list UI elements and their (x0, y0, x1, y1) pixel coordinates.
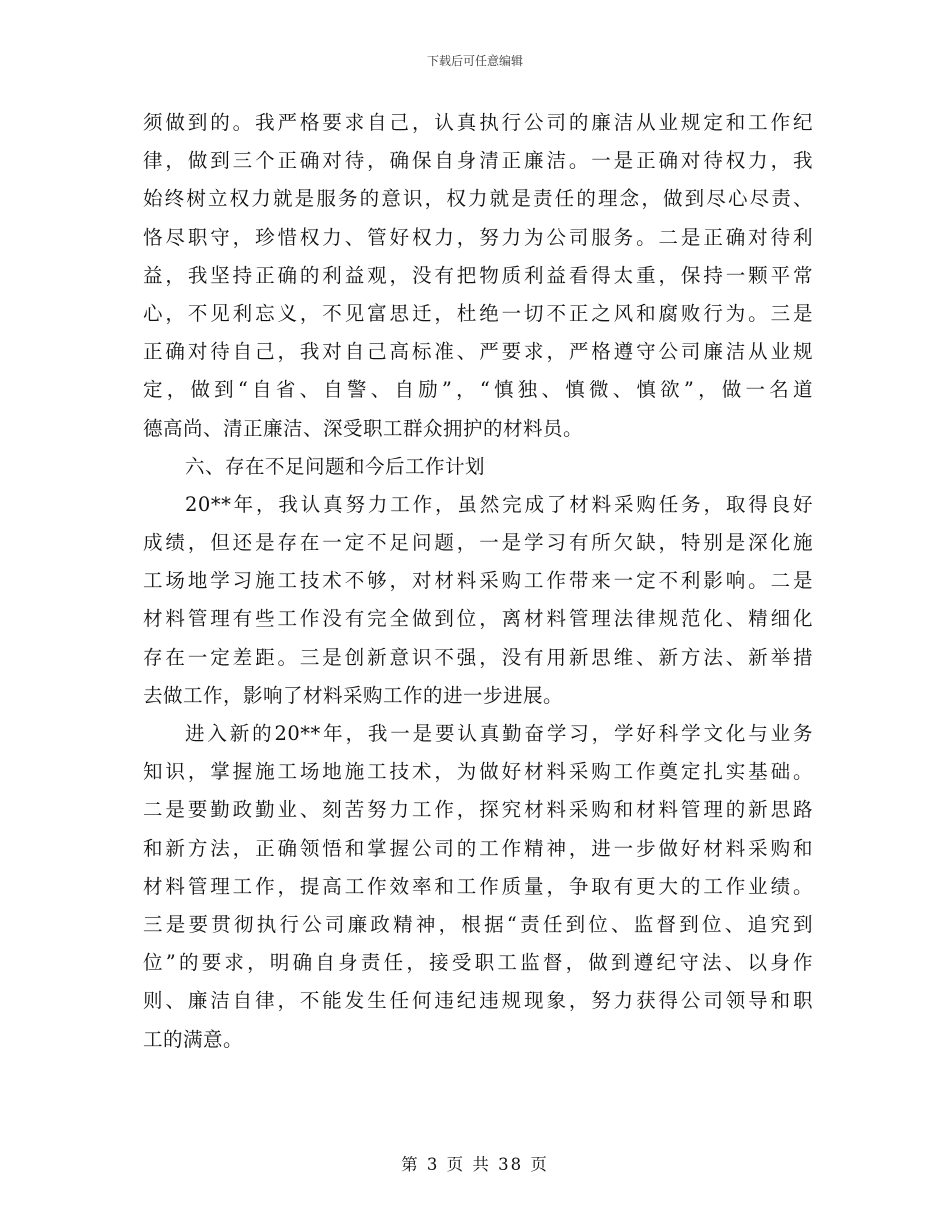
document-body (143, 104, 813, 1059)
body-line: 去做工作，影响了材料采购工作的进一步进展。 (143, 683, 564, 707)
body-line: 益，我坚持正确的利益观，没有把物质利益看得太重，保持一颗平常 (143, 263, 813, 287)
section-heading: 六、存在不足问题和今后工作计划 (185, 454, 486, 478)
body-line: 律，做到三个正确对待，确保自身清正廉洁。一是正确对待权力，我 (143, 149, 813, 173)
body-line: 须做到的。我严格要求自己，认真执行公司的廉洁从业规定和工作纪 (143, 111, 813, 134)
body-line: 存在一定差距。三是创新意识不强，没有用新思维、新方法、新举措 (143, 645, 813, 669)
body-line: 正确对待自己，我对自己高标准、严要求，严格遵守公司廉洁从业规 (143, 340, 813, 364)
body-line: 始终树立权力就是服务的意识，权力就是责任的理念，做到尽心尽责、 (143, 187, 813, 211)
body-line: 位”的要求，明确自身责任，接受职工监督，做到遵纪守法、以身作 (143, 951, 813, 975)
body-line: 成绩，但还是存在一定不足问题，一是学习有所欠缺，特别是深化施 (143, 531, 813, 555)
body-line: 和新方法，正确领悟和掌握公司的工作精神，进一步做好材料采购和 (143, 836, 813, 860)
body-line: 恪尽职守，珍惜权力、管好权力，努力为公司服务。二是正确对待利 (143, 225, 813, 249)
body-line: 则、廉洁自律，不能发生任何违纪违规现象，努力获得公司领导和职 (143, 989, 813, 1013)
page-header: 下载后可任意编辑 (426, 54, 523, 68)
body-line: 材料管理有些工作没有完全做到位，离材料管理法律规范化、精细化 (143, 607, 813, 631)
body-line: 德高尚、清正廉洁、深受职工群众拥护的材料员。 (143, 416, 584, 440)
body-line: 工的满意。 (143, 1027, 244, 1051)
body-line: 三是要贯彻执行公司廉政精神，根据“责任到位、监督到位、追究到 (143, 912, 813, 936)
body-line: 心，不见利忘义，不见富思迁，杜绝一切不正之风和腐败行为。三是 (143, 301, 813, 325)
body-line: 定，做到“自省、自警、自励”，“慎独、慎微、慎欲”，做一名道 (143, 378, 813, 402)
body-line: 知识，掌握施工场地施工技术，为做好材料采购工作奠定扎实基础。 (143, 760, 813, 784)
body-line: 20**年，我认真努力工作，虽然完成了材料采购任务，取得良好 (185, 492, 813, 516)
body-line: 二是要勤政勤业、刻苦努力工作，探究材料采购和材料管理的新思路 (143, 798, 813, 822)
body-line: 工场地学习施工技术不够，对材料采购工作带来一定不利影响。二是 (143, 569, 813, 593)
page-number-footer: 第 3 页 共 38 页 (401, 1155, 549, 1174)
body-line: 材料管理工作，提高工作效率和工作质量，争取有更大的工作业绩。 (143, 874, 813, 898)
body-line: 进入新的20**年，我一是要认真勤奋学习，学好科学文化与业务 (185, 722, 813, 745)
